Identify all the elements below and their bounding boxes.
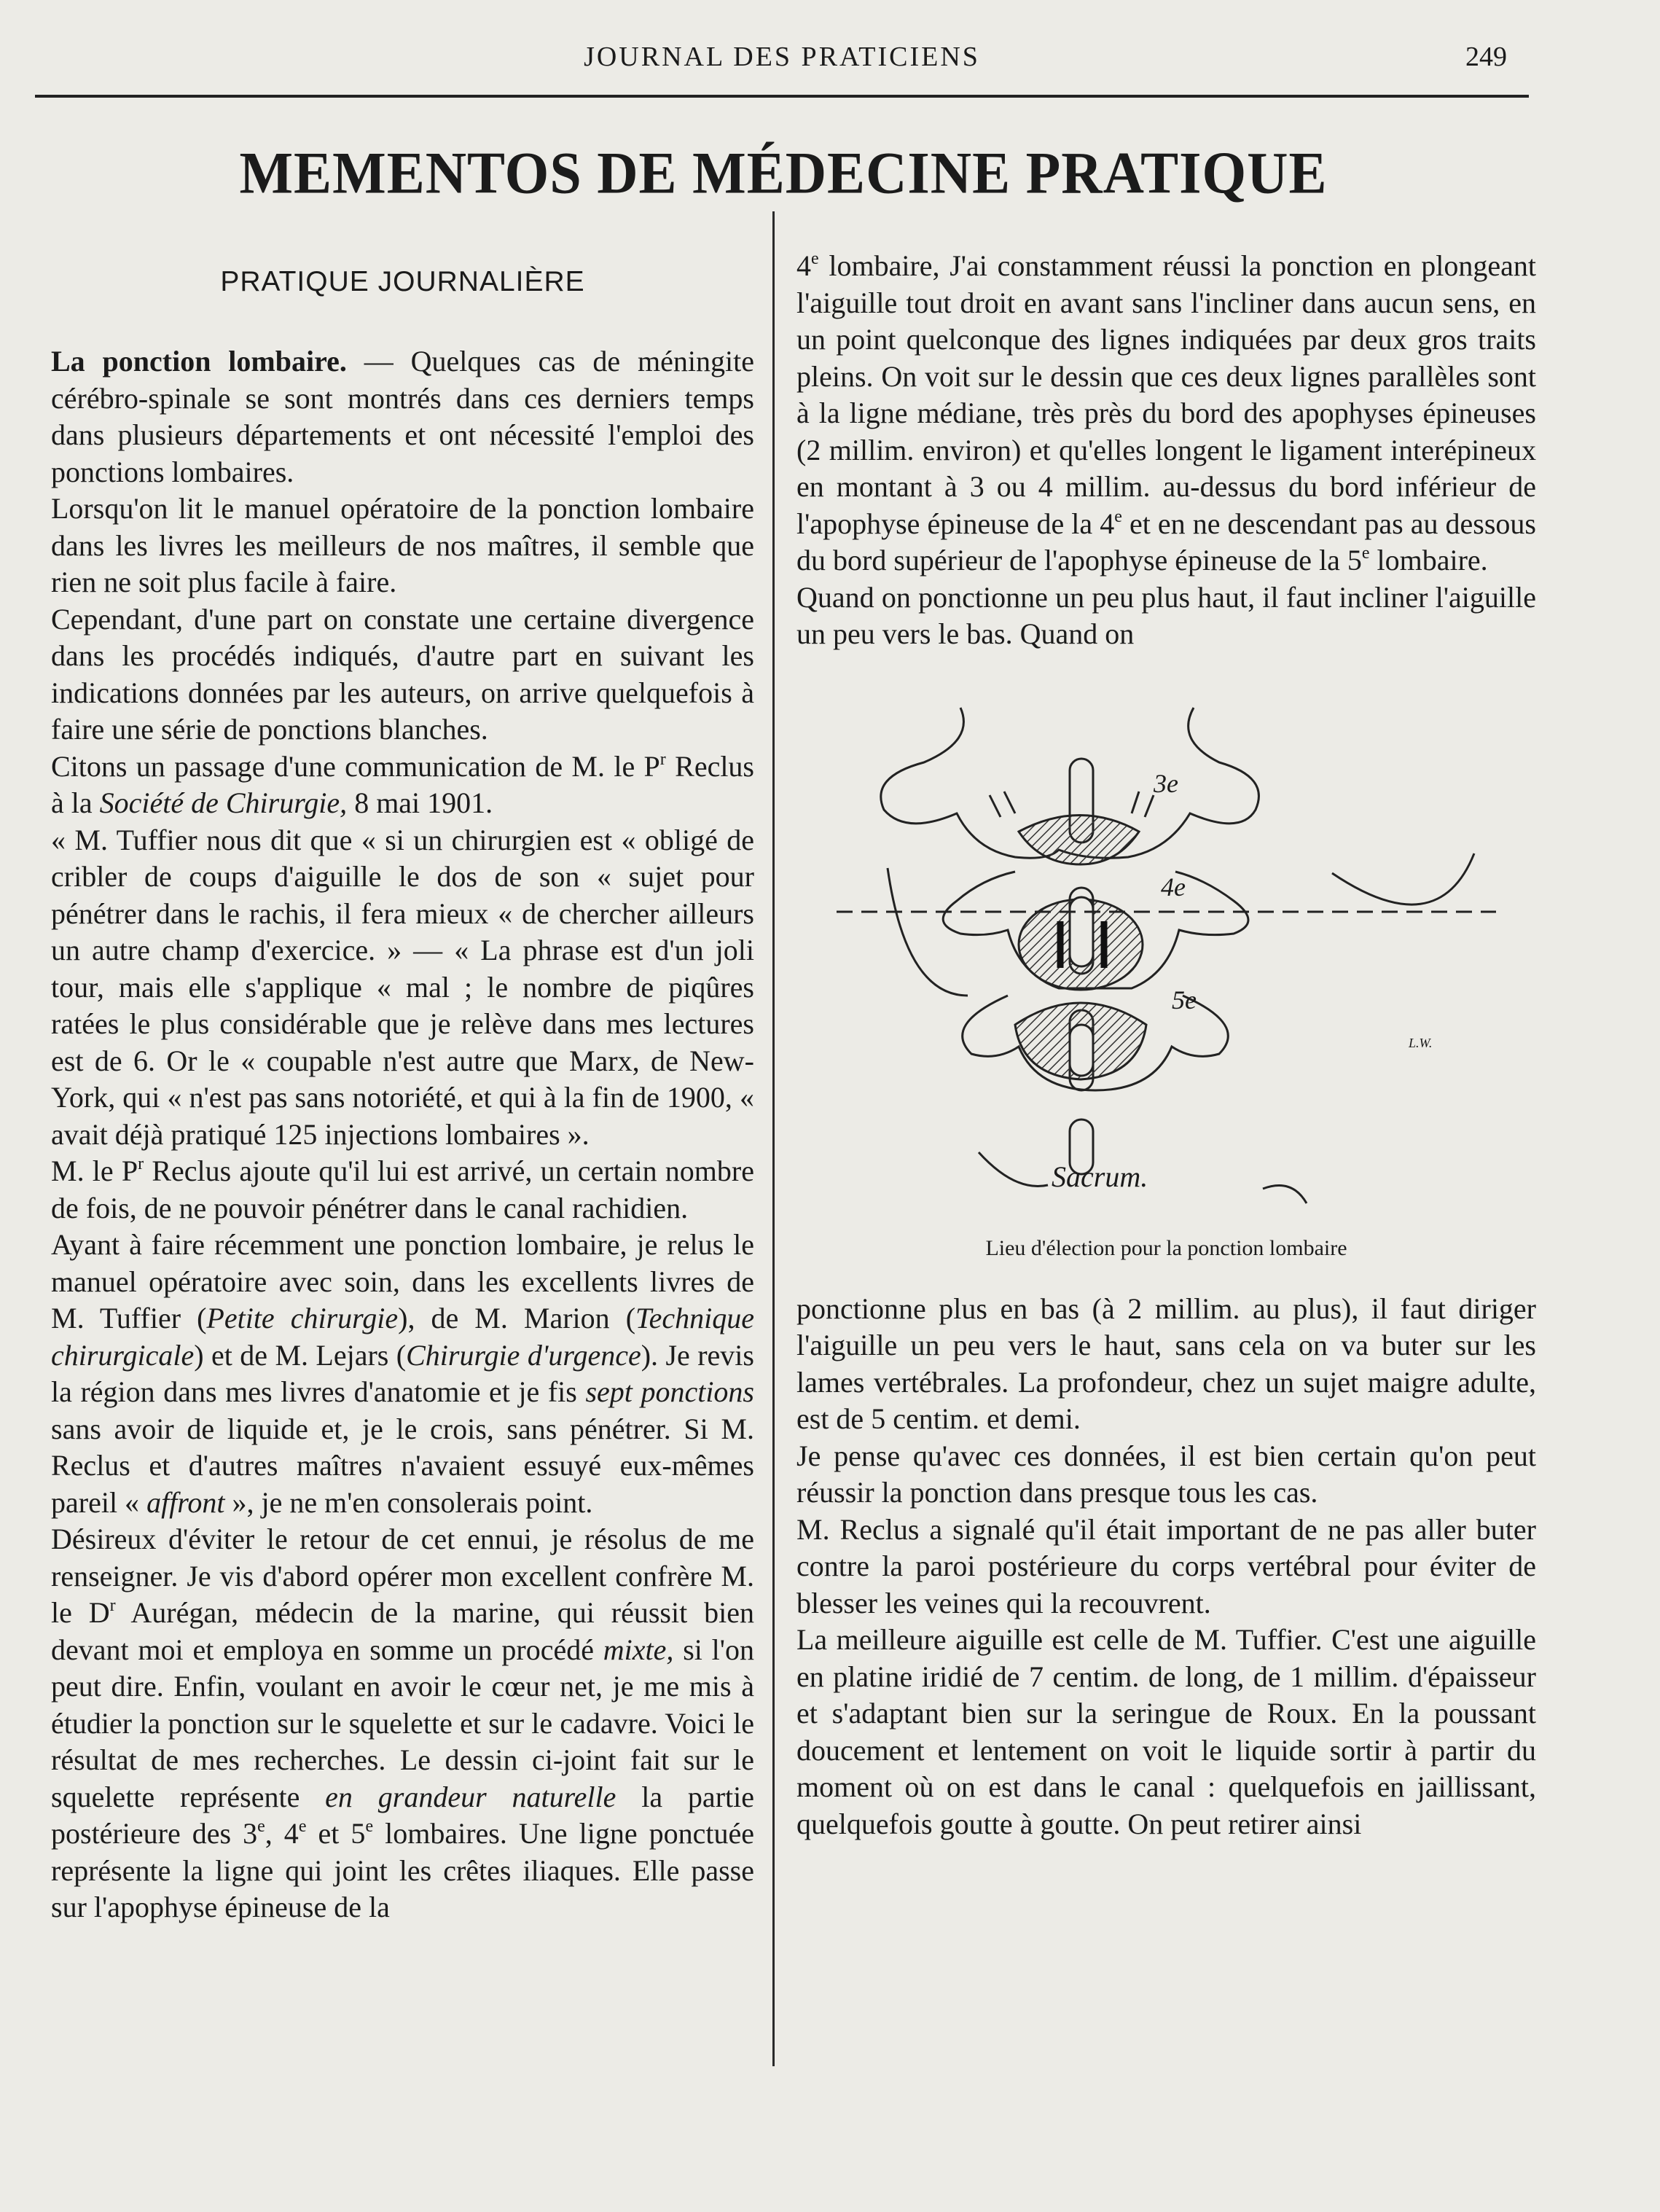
paragraph: M. le $P^r$ Reclus ajoute qu'il lui est arrivé, un certain nombre de fois, de ne pouvoir pénétrer dans le canal rachidien. <box>51 1154 754 1224</box>
label-sacrum: Sacrum. <box>1052 1160 1148 1193</box>
paragraph: ponctionne plus en bas (à 2 millim. au plus), il faut diriger l'aiguille un peu vers le haut, sans cela on va buter sur les lames vertébrales. La profondeur, chez un sujet maigre adulte, est de 5 centim. et demi. <box>796 1291 1536 1435</box>
figure-caption: Lieu d'élection pour la ponction lombaire <box>985 1235 1347 1260</box>
label-third-lumbar: 3e <box>1154 768 1178 798</box>
page-number: 249 <box>1465 42 1507 72</box>
paragraph: Désireux d'éviter le retour de cet ennui, je résolus de me renseigner. Je vis d'abord opérer mon excellent confrère M. le $D^r$ Aurégan, médecin de la marine, qui réussit bien devant moi et employa en somme un procédé mixte, si l'on peut dire. Enfin, voulant en avoir le cœur net, je me mis à étudier la ponction sur le squelette et sur le cadavre. Voici le résultat de mes recherches. Le dessin ci-joint fait sur le squelette représente en grandeur naturelle la partie postérieure des 3e, 4e et 5e lombaires. Une ligne ponctuée représente la ligne qui joint les crêtes iliaques. Elle passe sur l'apophyse épineuse de la <box>51 1523 755 1923</box>
paragraph: Cependant, d'une part on constate une certaine divergence dans les procédés indiqués, d'autre part en suivant les indications données par les auteurs, on arrive quelquefois à faire une série de ponctions blanches. <box>51 602 754 746</box>
artist-signature: L.W. <box>1409 1035 1433 1050</box>
running-header <box>35 36 1529 98</box>
paragraph: Je pense qu'avec ces données, il est bien certain qu'on peut réussir la ponction dans presque tous les cas. <box>796 1439 1536 1509</box>
journal-title: JOURNAL DES PRATICIENS <box>584 42 980 72</box>
paragraph: Quand on ponctionne un peu plus haut, il faut incliner l'aiguille un peu vers le bas. Quand on <box>796 580 1536 650</box>
quotation: « M. Tuffier nous dit que « si un chirurgien est « obligé de cribler de coups d'aiguille le dos de son « sujet pour pénétrer dans le rachis, il fera mieux « de chercher ailleurs un autre champ d'exercice. » — « La phrase est d'un joli tour, mais elle s'applique « mal ; le nombre de piqûres ratées le plus considérable que je relève dans mes lectures est de 6. Or le « coupable n'est autre que Marx, de New-York, qui « n'est pas sans notoriété, et qui à la fin de 1900, « avait déjà pratiqué 125 injections lombaires ». <box>51 823 754 1151</box>
right-column <box>796 248 1536 1842</box>
article-lead: La ponction lombaire. <box>51 345 347 378</box>
paragraph: Ayant à faire récemment une ponction lombaire, je relus le manuel opératoire avec soin, dans les excellents livres de M. Tuffier (Petite chirurgie), de M. Marion (Technique chirurgicale) et de M. Lejars (Chirurgie d'urgence). Je revis la région dans mes livres d'anatomie et je fis sept ponctions sans avoir de liquide et, je le crois, sans pénétrer. Si M. Reclus et d'autres maîtres n'avaient essuyé eux-mêmes pareil « affront », je ne m'en consolerais point. <box>51 1228 754 1519</box>
paragraph: Lorsqu'on lit le manuel opératoire de la ponction lombaire dans les livres les meilleurs de nos maîtres, il semble que rien ne soit plus facile à faire. <box>51 492 754 598</box>
vertebrae-drawing <box>796 682 1536 1236</box>
column-divider <box>772 211 775 2066</box>
lumbar-vertebrae-figure <box>796 682 1536 1291</box>
paragraph: La meilleure aiguille est celle de M. Tuffier. C'est une aiguille en platine iridié de 7 centim. de long, de 1 millim. d'épaisseur et s'adaptant bien sur la seringue de Roux. En la poussant doucement et lentement on voit le liquide sortir à partir du moment où on est dans le canal : quelquefois en jaillissant, quelquefois goutte à goutte. On peut retirer ainsi <box>796 1623 1536 1840</box>
label-fifth-lumbar: 5e <box>1172 985 1197 1015</box>
section-title: PRATIQUE JOURNALIÈRE <box>220 266 585 297</box>
left-column <box>51 251 754 1926</box>
paragraph: Citons un passage d'une communication de M. le $P^r$ Reclus à la Société de Chirurgie, 8 mai 1901. <box>51 749 755 819</box>
label-fourth-lumbar: 4e <box>1161 872 1186 902</box>
paragraph-intro: La ponction lombaire. — Quelques cas de méningite cérébro-spinale se sont montrés dans ces derniers temps dans plusieurs départements et ont nécessité l'emploi des ponctions lombaires. <box>51 345 754 488</box>
paragraph: M. Reclus a signalé qu'il était important de ne pas aller buter contre la paroi postérieure du corps vertébral pour éviter de blesser les veines qui la recouvrent. <box>796 1512 1536 1619</box>
main-title: MEMENTOS DE MÉDECINE PRATIQUE <box>239 138 1328 206</box>
paragraph: 4e lombaire, J'ai constamment réussi la ponction en plongeant l'aiguille tout droit en avant sans l'incliner dans aucun sens, en un point quelconque des lignes indiquées par deux gros traits pleins. On voit sur le dessin que ces deux lignes parallèles sont à la ligne médiane, très près du bord des apophyses épineuses (2 millim. environ) et qu'elles longent le ligament interépineux en montant à 3 ou 4 millim. au-dessus du bord inférieur de l'apophyse épineuse de la 4e et en ne descendant pas au dessous du bord supérieur de l'apophyse épineuse de la 5e lombaire. <box>796 249 1536 577</box>
